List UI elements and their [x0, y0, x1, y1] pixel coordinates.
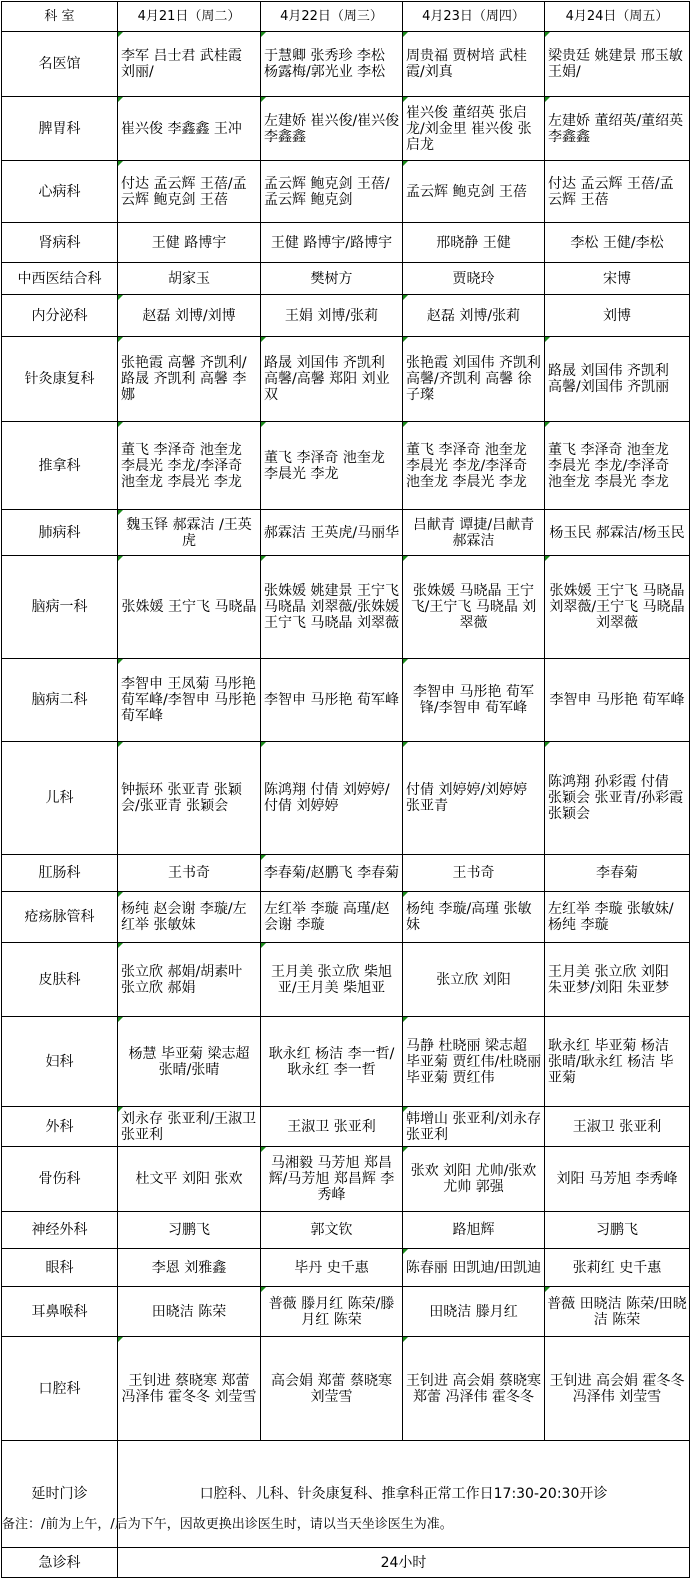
doctor-cell: 崔兴俊 李鑫鑫 王冲 — [118, 97, 261, 161]
doctor-cell: 耿永红 杨洁 李一哲/耿永红 李一哲 — [261, 1017, 403, 1107]
dept-name-cell: 疮疡脉管科 — [2, 892, 118, 943]
doctor-cell: 于慧卿 张秀珍 李松 杨露梅/郭光业 李松 — [261, 32, 403, 97]
doctor-cell: 刘博 — [545, 295, 690, 337]
header-day-cell: 4月21日（周二） — [118, 2, 261, 32]
dept-name-cell: 外科 — [2, 1107, 118, 1147]
doctor-cell: 李春菊/赵鹏飞 李春菊 — [261, 855, 403, 892]
doctor-cell: 董飞 李泽奇 池奎龙 李晨光 李龙/李泽奇 池奎龙 李晨光 李龙 — [118, 422, 261, 510]
doctor-cell: 张立欣 刘阳 — [403, 943, 545, 1017]
dept-name-cell: 心病科 — [2, 161, 118, 223]
doctor-cell: 孟云辉 鲍克剑 王蓓/孟云辉 鲍克剑 — [261, 161, 403, 223]
footnote: 备注：/前为上午，/后为下午，因故更换出诊医生时，请以当天坐诊医生为准。 — [2, 1517, 453, 1532]
table-row — [2, 422, 690, 510]
doctor-cell: 陈春丽 田凯迪/田凯迪 — [403, 1249, 545, 1287]
dept-name-cell: 名医馆 — [2, 32, 118, 97]
dept-name-cell: 针灸康复科 — [2, 337, 118, 422]
header-row — [2, 2, 690, 32]
doctor-cell: 马静 杜晓丽 梁志超 毕亚菊 贾红伟/杜晓丽 毕亚菊 贾红伟 — [403, 1017, 545, 1107]
table-row — [2, 943, 690, 1017]
doctor-cell: 王钊进 高会娟 霍冬冬 冯泽伟 刘莹雪 — [545, 1337, 690, 1441]
doctor-cell: 梁贵廷 姚建景 邢玉敏 王娟/ — [545, 32, 690, 97]
doctor-cell: 宋博 — [545, 263, 690, 295]
table-row — [2, 32, 690, 97]
doctor-cell: 左红举 李璇 高瑾/赵会谢 李璇 — [261, 892, 403, 943]
dept-name-cell: 妇科 — [2, 1017, 118, 1107]
doctor-cell: 王淑卫 张亚利 — [261, 1107, 403, 1147]
doctor-cell: 付达 孟云辉 王蓓/孟云辉 鲍克剑 王蓓 — [118, 161, 261, 223]
header-day-cell: 4月23日（周四） — [403, 2, 545, 32]
doctor-cell: 王书奇 — [403, 855, 545, 892]
doctor-cell: 王钊进 蔡晓寒 郑蕾 冯泽伟 霍冬冬 刘莹雪 — [118, 1337, 261, 1441]
doctor-cell: 刘永存 张亚利/王淑卫 张亚利 — [118, 1107, 261, 1147]
emergency-row — [2, 1548, 690, 1578]
table-row — [2, 1107, 690, 1147]
doctor-cell: 路旭辉 — [403, 1212, 545, 1249]
doctor-cell: 王钊进 高会娟 蔡晓寒 郑蕾 冯泽伟 霍冬冬 — [403, 1337, 545, 1441]
table-row — [2, 556, 690, 659]
doctor-cell: 王月美 张立欣 柴旭亚/王月美 柴旭亚 — [261, 943, 403, 1017]
schedule-body — [2, 2, 690, 1578]
header-dept-cell: 科 室 — [2, 2, 118, 32]
dept-name-cell: 神经外科 — [2, 1212, 118, 1249]
doctor-cell: 毕丹 史千惠 — [261, 1249, 403, 1287]
doctor-cell: 习鹏飞 — [118, 1212, 261, 1249]
doctor-cell: 邢晓静 王健 — [403, 223, 545, 263]
dept-name-cell: 推拿科 — [2, 422, 118, 510]
doctor-cell: 王月美 张立欣 刘阳 朱亚梦/刘阳 朱亚梦 — [545, 943, 690, 1017]
doctor-cell: 习鹏飞 — [545, 1212, 690, 1249]
doctor-cell: 赵磊 刘博/刘博 — [118, 295, 261, 337]
doctor-cell: 刘阳 马芳旭 李秀峰 — [545, 1147, 690, 1212]
doctor-cell: 钟振环 张亚青 张颖会/张亚青 张颖会 — [118, 742, 261, 855]
doctor-cell: 郝霖洁 王英虎/马丽华 — [261, 510, 403, 556]
dept-name-cell: 口腔科 — [2, 1337, 118, 1441]
doctor-cell: 董飞 李泽奇 池奎龙 李晨光 李龙/李泽奇 池奎龙 李晨光 李龙 — [545, 422, 690, 510]
doctor-cell: 张姝媛 王宁飞 马晓晶 刘翠薇/王宁飞 马晓晶 刘翠薇 — [545, 556, 690, 659]
doctor-cell: 张欢 刘阳 尤帅/张欢 尤帅 郭强 — [403, 1147, 545, 1212]
doctor-cell: 马湘毅 马芳旭 郑昌辉/马芳旭 郑昌辉 李秀峰 — [261, 1147, 403, 1212]
doctor-cell: 崔兴俊 董绍英 张启龙/刘金里 崔兴俊 张启龙 — [403, 97, 545, 161]
doctor-cell: 郭文钦 — [261, 1212, 403, 1249]
doctor-cell: 韩增山 张亚利/刘永存 张亚利 — [403, 1107, 545, 1147]
table-row — [2, 742, 690, 855]
doctor-cell: 杨慧 毕亚菊 梁志超 张晴/张晴 — [118, 1017, 261, 1107]
doctor-cell: 杜文平 刘阳 张欢 — [118, 1147, 261, 1212]
dept-name-cell: 眼科 — [2, 1249, 118, 1287]
table-row — [2, 1017, 690, 1107]
doctor-cell: 魏玉铎 郝霖洁 /王英虎 — [118, 510, 261, 556]
dept-name-cell: 内分泌科 — [2, 295, 118, 337]
doctor-cell: 王淑卫 张亚利 — [545, 1107, 690, 1147]
dept-name-cell: 延时门诊 — [2, 1441, 118, 1548]
dept-name-cell: 肾病科 — [2, 223, 118, 263]
doctor-cell: 张艳霞 刘国伟 齐凯利 高馨/齐凯利 高馨 徐子璨 — [403, 337, 545, 422]
table-row — [2, 510, 690, 556]
table-row — [2, 161, 690, 223]
doctor-cell: 李智申 马彤艳 荀军锋/李智申 荀军峰 — [403, 659, 545, 742]
doctor-cell: 董飞 李泽奇 池奎龙 李晨光 李龙 — [261, 422, 403, 510]
table-row — [2, 892, 690, 943]
doctor-cell: 张莉红 史千惠 — [545, 1249, 690, 1287]
doctor-cell: 李军 吕士君 武桂霞 刘丽/ — [118, 32, 261, 97]
table-row — [2, 263, 690, 295]
schedule-table — [1, 1, 690, 1578]
dept-name-cell: 骨伤科 — [2, 1147, 118, 1212]
doctor-cell: 王书奇 — [118, 855, 261, 892]
doctor-cell: 张艳霞 高馨 齐凯利/路晟 齐凯利 高馨 李娜 — [118, 337, 261, 422]
doctor-cell: 李智申 王凤菊 马彤艳 荀军峰/李智申 马彤艳 荀军峰 — [118, 659, 261, 742]
doctor-cell: 路晟 刘国伟 齐凯利 高馨/刘国伟 齐凯丽 — [545, 337, 690, 422]
table-row — [2, 1147, 690, 1212]
table-row — [2, 223, 690, 263]
dept-name-cell: 中西医结合科 — [2, 263, 118, 295]
doctor-cell: 高会娟 郑蕾 蔡晓寒 刘莹雪 — [261, 1337, 403, 1441]
table-row — [2, 337, 690, 422]
doctor-cell: 王健 路博宇/路博宇 — [261, 223, 403, 263]
doctor-cell: 胡家玉 — [118, 263, 261, 295]
doctor-cell: 周贵福 贾树培 武桂霞/刘真 — [403, 32, 545, 97]
doctor-cell: 张姝媛 王宁飞 马晓晶 — [118, 556, 261, 659]
doctor-cell: 杨玉民 郝霖洁/杨玉民 — [545, 510, 690, 556]
doctor-cell: 樊树方 — [261, 263, 403, 295]
doctor-cell: 陈鸿翔 付倩 刘婷婷/付倩 刘婷婷 — [261, 742, 403, 855]
table-row — [2, 1249, 690, 1287]
header-day-cell: 4月24日（周五） — [545, 2, 690, 32]
dept-name-cell: 脑病一科 — [2, 556, 118, 659]
doctor-cell: 李松 王健/李松 — [545, 223, 690, 263]
doctor-cell: 王健 路博宇 — [118, 223, 261, 263]
doctor-cell: 张立欣 郝娟/胡素叶 张立欣 郝娟 — [118, 943, 261, 1017]
doctor-cell: 左红举 李璇 张敏妹/杨纯 李璇 — [545, 892, 690, 943]
merged-info-cell: 口腔科、儿科、针灸康复科、推拿科正常工作日17:30-20:30开诊 — [118, 1441, 690, 1548]
dept-name-cell: 脑病二科 — [2, 659, 118, 742]
dept-name-cell: 皮肤科 — [2, 943, 118, 1017]
table-row — [2, 855, 690, 892]
doctor-cell: 左建娇 崔兴俊/崔兴俊 李鑫鑫 — [261, 97, 403, 161]
table-row — [2, 295, 690, 337]
doctor-cell: 李智申 马彤艳 荀军峰 — [261, 659, 403, 742]
doctor-cell: 陈鸿翔 孙彩霞 付倩 张颖会 张亚青/孙彩霞 张颖会 — [545, 742, 690, 855]
table-row — [2, 659, 690, 742]
doctor-cell: 李恩 刘雅鑫 — [118, 1249, 261, 1287]
dept-name-cell: 肛肠科 — [2, 855, 118, 892]
dept-name-cell: 肺病科 — [2, 510, 118, 556]
doctor-cell: 张姝媛 马晓晶 王宁飞/王宁飞 马晓晶 刘翠薇 — [403, 556, 545, 659]
doctor-cell: 田晓洁 陈荣 — [118, 1287, 261, 1337]
doctor-cell: 李春菊 — [545, 855, 690, 892]
doctor-cell: 杨纯 李璇/高瑾 张敏妹 — [403, 892, 545, 943]
doctor-cell: 赵磊 刘博/张莉 — [403, 295, 545, 337]
doctor-cell: 张姝媛 姚建景 王宁飞 马晓晶 刘翠薇/张姝媛 王宁飞 马晓晶 刘翠薇 — [261, 556, 403, 659]
doctor-cell: 普薇 滕月红 陈荣/滕月红 陈荣 — [261, 1287, 403, 1337]
dept-name-cell: 儿科 — [2, 742, 118, 855]
table-row — [2, 97, 690, 161]
doctor-cell: 吕献青 谭捷/吕献青 郝霖洁 — [403, 510, 545, 556]
doctor-cell: 孟云辉 鲍克剑 王蓓 — [403, 161, 545, 223]
doctor-cell: 路晟 刘国伟 齐凯利 高馨/高馨 郑阳 刘业双 — [261, 337, 403, 422]
doctor-cell: 左建娇 董绍英/董绍英 李鑫鑫 — [545, 97, 690, 161]
doctor-cell: 耿永红 毕亚菊 杨洁 张晴/耿永红 杨洁 毕亚菊 — [545, 1017, 690, 1107]
doctor-cell: 贾晓玲 — [403, 263, 545, 295]
doctor-cell: 王娟 刘博/张莉 — [261, 295, 403, 337]
table-row — [2, 1212, 690, 1249]
doctor-cell: 付倩 刘婷婷/刘婷婷 张亚青 — [403, 742, 545, 855]
doctor-cell: 董飞 李泽奇 池奎龙 李晨光 李龙/李泽奇 池奎龙 李晨光 李龙 — [403, 422, 545, 510]
doctor-cell: 付达 孟云辉 王蓓/孟云辉 王蓓 — [545, 161, 690, 223]
table-row — [2, 1337, 690, 1441]
doctor-cell: 杨纯 赵会谢 李璇/左红举 张敏妹 — [118, 892, 261, 943]
doctor-cell: 李智申 马彤艳 荀军峰 — [545, 659, 690, 742]
dept-name-cell: 急诊科 — [2, 1548, 118, 1578]
dept-name-cell: 脾胃科 — [2, 97, 118, 161]
table-row — [2, 1287, 690, 1337]
doctor-cell: 田晓洁 滕月红 — [403, 1287, 545, 1337]
header-day-cell: 4月22日（周三） — [261, 2, 403, 32]
merged-info-cell: 24小时 — [118, 1548, 690, 1578]
dept-name-cell: 耳鼻喉科 — [2, 1287, 118, 1337]
doctor-cell: 普薇 田晓洁 陈荣/田晓洁 陈荣 — [545, 1287, 690, 1337]
